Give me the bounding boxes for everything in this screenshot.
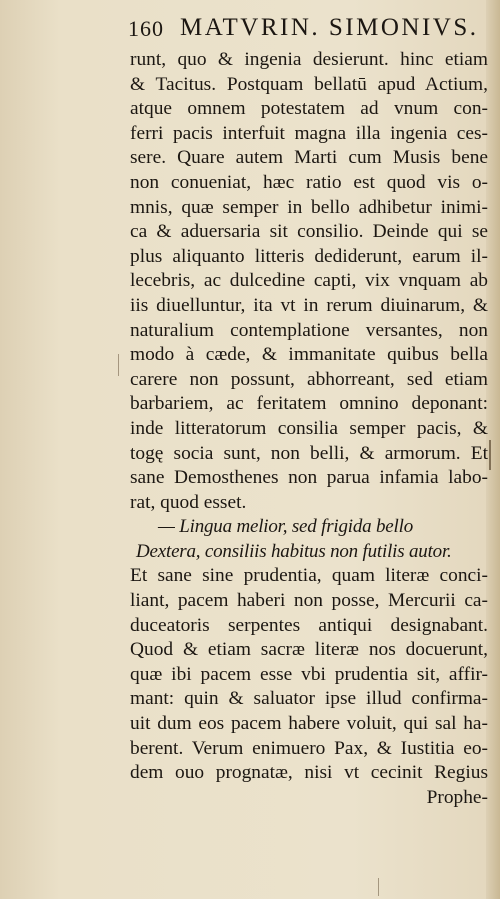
text-line: iis diuelluntur, ita vt in rerum diuinarum, &	[130, 294, 488, 316]
text-line: uit dum eos pacem habere voluit, qui sal ha-	[130, 713, 488, 735]
text-line: Quod & etiam sacræ literæ nos docuerunt,	[130, 639, 488, 661]
text-line: inde litteratorum consilia semper pacis, &	[130, 417, 488, 439]
text-line: & Tacitus. Postquam bellatū apud Actium,	[130, 73, 488, 95]
text-line: naturalium contemplatione versantes, non	[130, 319, 488, 341]
text-line: liant, pacem haberi non posse, Mercurii ca-	[130, 590, 488, 612]
verse-quotation-line: — Lingua melior, sed frigida bello	[158, 516, 413, 538]
text-line: runt, quo & ingenia desierunt. hinc etiam	[130, 49, 488, 70]
catchword: Prophe-	[426, 786, 488, 808]
page-number: 160	[128, 16, 164, 41]
running-title: MATVRIN. SIMONIVS.	[180, 14, 479, 41]
text-line: mnis, quæ semper in bello adhibetur inimi-	[130, 196, 488, 218]
text-line: quæ ibi pacem esse vbi prudentia sit, affir-	[130, 663, 488, 685]
text-line: sane Demosthenes non parua infamia labo-	[130, 467, 488, 489]
text-line: duceatoris serpentes antiqui designabant.	[130, 614, 488, 636]
text-line: plus aliquanto litteris dediderunt, earum il-	[130, 245, 488, 267]
text-line: modo à cæde, & immanitate quibus bella	[130, 344, 488, 366]
text-line: Et sane sine prudentia, quam literæ conci-	[130, 565, 488, 587]
text-line: atque omnem potestatem ad vnum con-	[130, 98, 488, 120]
text-line: barbariem, ac feritatem omnino deponant:	[130, 393, 488, 415]
page-header	[128, 12, 488, 46]
text-line: togę socia sunt, non belli, & armorum. Et	[130, 442, 488, 464]
text-line: sere. Quare autem Marti cum Musis bene	[130, 147, 488, 169]
text-line: mant: quin & saluator ipse illud confirma-	[130, 688, 488, 710]
verse-quotation-line: Dextera, consiliis habitus non futilis autor.	[136, 540, 452, 562]
text-line: dem ouo prognatæ, nisi vt cecinit Regius	[130, 762, 488, 784]
text-line: lecebris, ac dulcedine capti, vix vnquam ab	[130, 270, 488, 292]
paper-blemish	[118, 354, 119, 376]
paper-blemish	[378, 878, 379, 896]
paper-blemish	[489, 440, 491, 470]
text-line: ferri pacis interfuit magna illa ingenia ces-	[130, 122, 488, 144]
text-line: rat, quod esset.	[130, 491, 247, 513]
text-line: non conueniat, hæc ratio est quod vis o-	[130, 171, 488, 193]
body-text	[130, 48, 488, 810]
text-line: ca & aduersaria sit consilio. Deinde qui se	[130, 221, 488, 243]
text-line: berent. Verum enimuero Pax, & Iustitia eo-	[130, 737, 488, 759]
text-line: carere non possunt, abhorreant, sed etiam	[130, 368, 488, 390]
